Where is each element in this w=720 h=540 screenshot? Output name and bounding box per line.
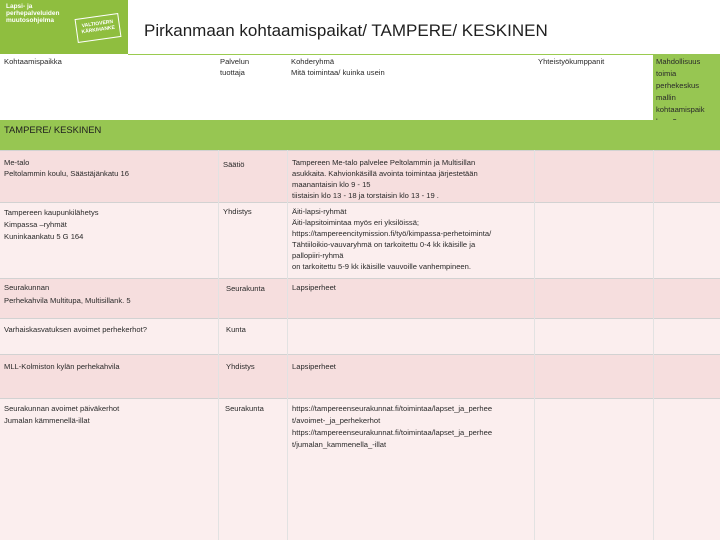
row2-place-2: Kimpassa –ryhmät <box>4 220 67 229</box>
row2-place-1: Tampereen kaupunkilähetys <box>4 208 99 217</box>
row6-link-1-cont[interactable]: t/avoimet-_ja_perhekerhot <box>292 416 381 425</box>
row-divider <box>0 150 720 151</box>
row1-target-1: Tampereen Me-talo palvelee Peltolammin ja Multisillan <box>292 158 476 167</box>
column-divider <box>653 150 654 540</box>
col-header-family-center: Mahdollisuus toimia perhekeskus mallin kohtaamispaik <box>656 57 705 114</box>
row6-link-2[interactable]: https://tampereenseurakunnat.fi/toimintaa/lapset_ja_perhee <box>292 428 493 437</box>
program-logo <box>0 0 128 54</box>
row5-place-1: MLL-Kolmiston kylän perhekahvila <box>4 362 120 371</box>
header-divider <box>128 54 653 55</box>
col-header-provider-1: Palvelun <box>220 57 250 66</box>
row2-place-3: Kuninkaankatu 5 G 164 <box>4 232 84 241</box>
row6-place-2: Jumalan kämmenellä-illat <box>4 416 90 425</box>
row1-target-4: tiistaisin klo 13 - 18 ja torstaisin klo 13 - 19 . <box>292 191 439 200</box>
col-header-partner: Yhteistyökumppanit <box>538 57 605 66</box>
column-divider <box>218 150 219 540</box>
row6-provider: Seurakunta <box>225 404 264 413</box>
section-bar <box>0 120 720 150</box>
row-divider <box>0 278 720 279</box>
col-header-place: Kohtaamispaikka <box>4 57 62 66</box>
row1-target-2: asukkaita. Kahvionkäsillä avointa toimintaa järjestetään <box>292 169 478 178</box>
row2-target-4: Tähtiiloikio-vauvaryhmä on tarkoitettu 0-4 kk ikäisille ja <box>292 240 476 249</box>
section-title: TAMPERE/ KESKINEN <box>4 124 102 135</box>
col-header-target-2: Mitä toimintaa/ kuinka usein <box>291 68 385 77</box>
logo-stamp: VALTIOVERN KÄRKIHANKE <box>75 13 122 43</box>
column-divider <box>534 150 535 540</box>
row3-target-1: Lapsiperheet <box>292 283 336 292</box>
column-divider <box>287 150 288 540</box>
row2-provider: Yhdistys <box>223 207 252 216</box>
row1-place-2: Peltolammin koulu, Säästäjänkatu 16 <box>4 169 129 178</box>
row1-target-3: maanantaisin klo 9 - 15 <box>292 180 371 189</box>
col-header-provider-2: tuottaja <box>220 68 245 77</box>
row-divider <box>0 318 720 319</box>
row2-target-2: Äiti-lapsitoimintaa myös eri yksilöissä; <box>292 218 420 227</box>
row3-provider: Seurakunta <box>226 284 265 293</box>
row1-place-1: Me-talo <box>4 158 30 167</box>
row2-target-5: pallopiiri-ryhmä <box>292 251 344 260</box>
row6-link-2-cont[interactable]: t/jumalan_kammenella_-illat <box>292 440 387 449</box>
row-divider <box>0 202 720 203</box>
col-header-target-1: Kohderyhmä <box>291 57 335 66</box>
row6-place-1: Seurakunnan avoimet päiväkerhot <box>4 404 120 413</box>
row4-place-1: Varhaiskasvatuksen avoimet perhekerhot? <box>4 325 147 334</box>
row6-link-1[interactable]: https://tampereenseurakunnat.fi/toimintaa/lapset_ja_perhee <box>292 404 493 413</box>
slide-header <box>0 0 720 54</box>
page-title: Pirkanmaan kohtaamispaikat/ TAMPERE/ KESKINEN <box>144 21 548 40</box>
row5-provider: Yhdistys <box>226 362 255 371</box>
row2-target-1: Äiti-lapsi-ryhmät <box>292 207 347 216</box>
row-divider <box>0 354 720 355</box>
row3-place-2: Perhekahvila Multitupa, Multisillank. 5 <box>4 296 131 305</box>
logo-text: Lapsi- ja perhepalveluiden muutosohjelma <box>6 3 60 24</box>
row3-place-1: Seurakunnan <box>4 283 50 292</box>
row-divider <box>0 398 720 399</box>
row2-target-3: https://tampereencitymission.fi/työ/kimpassa-perhetoiminta/ <box>292 229 492 238</box>
row4-provider: Kunta <box>226 325 246 334</box>
row5-target-1: Lapsiperheet <box>292 362 336 371</box>
row2-target-6: on tarkoitettu 5-9 kk ikäisille vauvoille vanhempineen. <box>292 262 471 271</box>
row1-provider: Säätiö <box>223 160 245 169</box>
